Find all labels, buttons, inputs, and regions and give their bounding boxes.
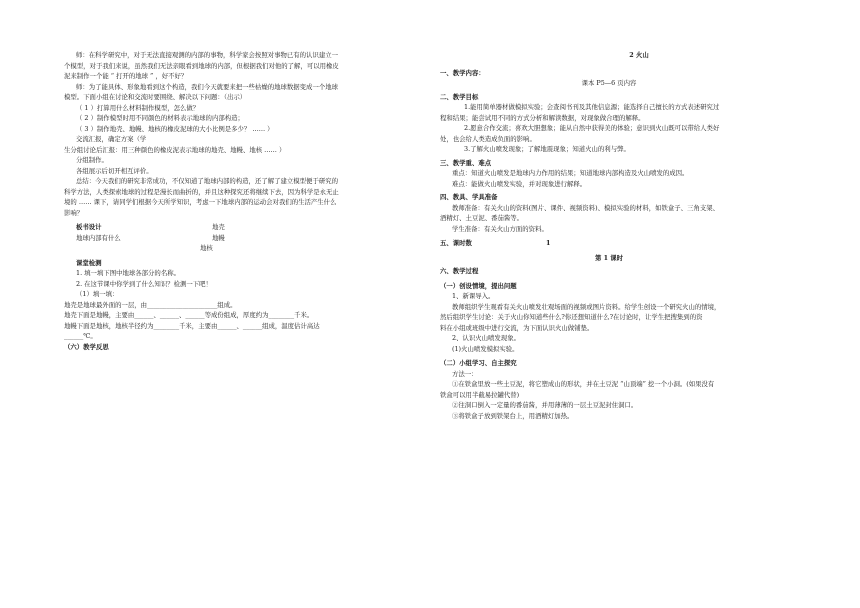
text-line: 程和结果；能尝试用不同的方式分析和解读数据，对现象做合理的解释。 bbox=[440, 113, 645, 122]
text-line: 教师组织学生观看有关火山喷发壮观场面的视频或图片资料。给学生创设一个研究火山的情境， bbox=[452, 302, 721, 311]
text-line: 教师准备：有关火山的资料(图片、课件、视频资料)、模拟实验的材料，如铁盒子、三角支架、 bbox=[452, 203, 720, 212]
text-line: 交流汇报，确定方案（学 bbox=[76, 135, 147, 143]
text-line: 料在小组或班级中进行交流，为下面认识火山做铺垫。 bbox=[440, 323, 594, 332]
section-materials-text bbox=[440, 203, 838, 235]
text-line: ②往洞口倒入一定量的番茄酱，并用薄薄的一层土豆泥封住洞口。 bbox=[452, 401, 638, 409]
text-line: 地壳是地球最外面的一层，由______________________组成。 bbox=[64, 300, 237, 309]
text-line: ①在铁盒里放一些土豆泥，将它塑成山的形状，并在土豆泥 “山顶端” 挖一个小洞。(如果没有 bbox=[452, 380, 715, 388]
text-line: 3.了解火山喷发现象；了解地震现象；知道火山的利与弊。 bbox=[464, 145, 630, 153]
left-paragraphs bbox=[64, 50, 410, 218]
text-line: ③将铁盒子放到铁架台上，用酒精灯加热。 bbox=[452, 411, 574, 420]
section-goals-heading: 二、教学目标 bbox=[440, 92, 479, 101]
text-line: 总结：今天我们的研究非常成功，不仅知道了地球内部的构造，还了解了建立模型便于研究的 bbox=[76, 177, 339, 185]
section-keypoints-heading: 三、教学重、难点 bbox=[440, 158, 492, 167]
text-line: 师：在科学研究中，对于无法直接观测的内部的事物，科学家会按照对事物已有的认识建立一 bbox=[76, 51, 339, 59]
text-line: 重点：知道火山喷发是地球内力作用的结果；知道地球内部构造及火山喷发的成因。 bbox=[452, 169, 689, 177]
text-line: （ 2 ）制作模型时用不同颜色的材料表示地球的内部构造； bbox=[76, 114, 244, 122]
text-line: 方法一： bbox=[452, 369, 478, 378]
board-design bbox=[64, 222, 410, 254]
text-line: 1.能用简单器材做模拟实验；会查阅书刊及其他信息源；能选择自己擅长的方式表述研究过 bbox=[464, 103, 720, 111]
section-content-text: 课本 P5—6 页内容 bbox=[581, 79, 637, 87]
section-hours-heading: 五、课时数 bbox=[440, 239, 472, 247]
section-hours bbox=[440, 238, 838, 249]
test-title: 课堂检测 bbox=[76, 258, 102, 267]
section-goals-text bbox=[440, 102, 838, 155]
text-line: (1)火山喷发模拟实验。 bbox=[452, 344, 519, 353]
text-line: ______℃。 bbox=[64, 332, 97, 340]
process-step1-heading: （一）创设情境，提出问题 bbox=[440, 281, 517, 290]
lesson-title: 2 火山 bbox=[629, 51, 649, 59]
test-questions bbox=[64, 268, 410, 342]
reflection-heading: （六）教学反思 bbox=[64, 342, 109, 351]
text-line: 分组制作。 bbox=[76, 156, 108, 164]
text-line: 模型。下面小组在讨论和交流时要围绕、解决以下问题：（出示） bbox=[64, 93, 247, 101]
text-line: （1）填一填： bbox=[76, 290, 119, 298]
text-line: 科学方法，人类探索地球的过程是漫长而曲折的，并且这种探究还将继续下去，因为科学是永无止 bbox=[64, 187, 339, 196]
board-item-core: 地核 bbox=[200, 244, 213, 252]
text-line: 处，也会给人类造成负面的影响。 bbox=[440, 134, 536, 143]
right-page bbox=[430, 0, 860, 608]
process-step1-text bbox=[440, 291, 838, 354]
text-line: 个模型，对于我们来说，虽然我们无法亲眼看到地球的内部，但根据我们对他的了解，可以用橡皮 bbox=[64, 61, 339, 70]
text-line: （ 3 ）制作地壳、地幔、地核的橡皮泥球的大小比例是多少？ …… ） bbox=[76, 124, 274, 133]
section-content-heading: 一、教学内容： bbox=[440, 68, 485, 77]
process-step2-heading: （二）小组学习、自主探究 bbox=[440, 359, 517, 367]
board-label: 地球内部有什么 bbox=[76, 233, 121, 242]
text-line: 1. 填一填下图中地球各部分的名称。 bbox=[76, 269, 180, 277]
text-line: 1、新课导入。 bbox=[452, 292, 495, 300]
text-line: 境的 …… 课下，请同学们根据今天所学知识，考虑一下地球内部的运动会对我们的生活产生什么 bbox=[64, 198, 337, 206]
board-title: 板书设计 bbox=[76, 223, 102, 231]
text-line: 2.愿意合作交流；喜欢大胆想象；能从自然中获得美的体验；意识到火山既可以带给人类好 bbox=[464, 124, 720, 132]
text-line: 2、认识火山喷发现象。 bbox=[452, 334, 520, 342]
text-line: 各组展示后切开相互评价。 bbox=[76, 166, 153, 175]
text-line: 地幔下面是地核，地核半径约为________千米，主要由______、______组成，温度估计高达 bbox=[64, 321, 320, 330]
section-materials-heading: 四、教具、学具准备 bbox=[440, 193, 498, 201]
section-keypoints-text bbox=[440, 168, 838, 189]
text-line: 酒精灯、土豆泥、番茄酱等。 bbox=[440, 214, 524, 222]
text-line: （ 1 ）打算用什么材料制作模型，怎么做？ bbox=[76, 103, 200, 112]
text-line: 泥来制作一个能 “ 打开的地球 ” ，好不好？ bbox=[64, 72, 188, 80]
text-line: 2. 在这节课中你学到了什么知识？检测一下吧！ bbox=[76, 279, 212, 288]
board-item-crust: 地壳 bbox=[212, 223, 225, 231]
process-step2-text bbox=[440, 369, 838, 422]
text-line: 生分组讨论后汇报：用三种颜色的橡皮泥表示地球的地壳、地幔、地核 …… ） bbox=[64, 145, 286, 154]
lesson-number: 第 1 课时 bbox=[594, 253, 624, 262]
text-line: 学生准备：有关火山方面的资料。 bbox=[452, 224, 548, 233]
text-line: 地壳下面是地幔，主要由______、______、______等成份组成，厚度约为________千米。 bbox=[64, 311, 314, 319]
section-hours-value: 1 bbox=[546, 239, 551, 247]
text-line: 师：为了能具体、形象地看到这个构造，我们今天就要来把一些枯燥的地球数据变成一个地球 bbox=[76, 82, 339, 91]
text-line: 难点：能做火山喷发实验，并对现象进行解释。 bbox=[452, 179, 587, 188]
board-item-mantle: 地幔 bbox=[212, 233, 225, 242]
text-line: 影响？ bbox=[64, 208, 84, 217]
section-process-heading: 六、教学过程 bbox=[440, 267, 479, 275]
text-line: 铁盒可以用半截易拉罐代替) bbox=[440, 390, 520, 399]
text-line: 然后组织学生讨论：关于火山你知道些什么?你还想知道什么?在讨论时，让学生把搜集到的资 bbox=[440, 313, 703, 321]
